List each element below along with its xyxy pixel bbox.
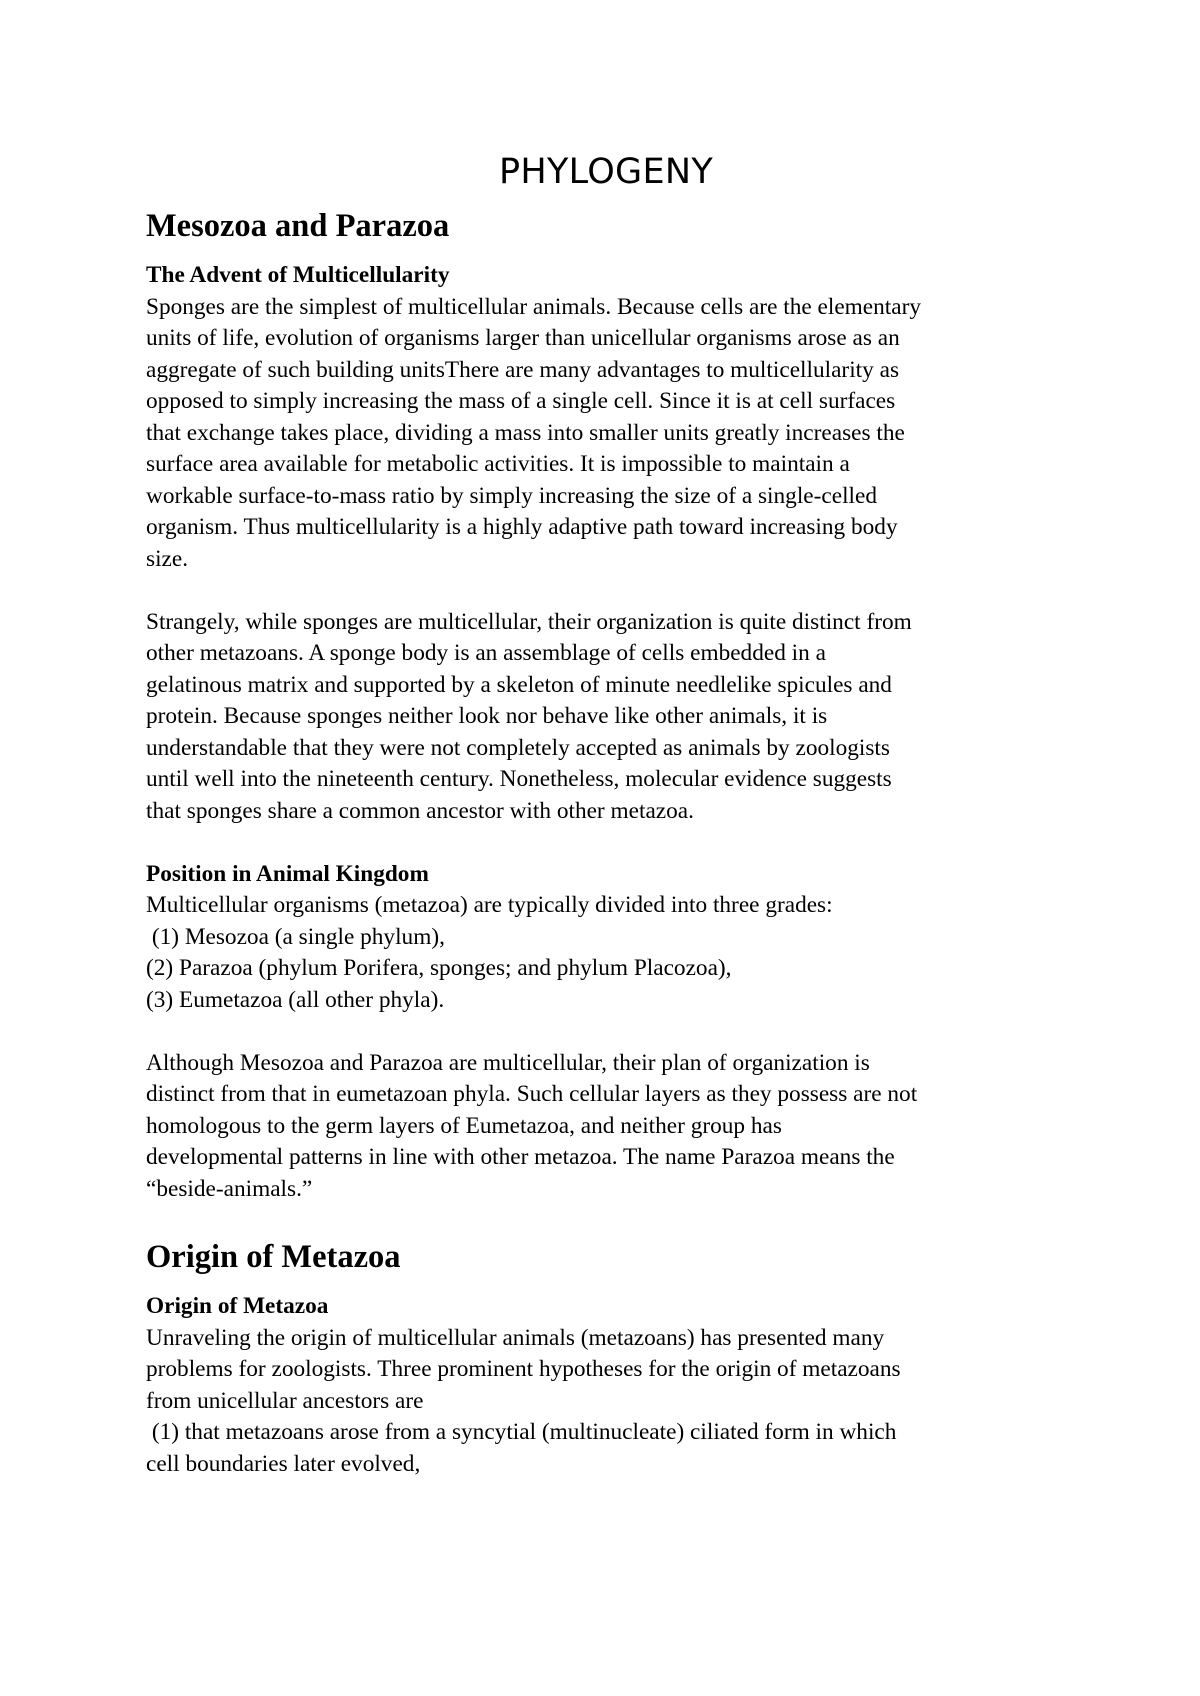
paragraph-spacer xyxy=(146,1016,1066,1048)
subheading-advent-multicellularity: The Advent of Multicellularity xyxy=(146,262,450,288)
section-heading-origin-metazoa: Origin of Metazoa xyxy=(146,1239,401,1275)
paragraph-parazoa: Although Mesozoa and Parazoa are multicellular, their plan of organization is distinct from that in eumetazoan phyla. Such cellular layers as they possess are not homologous to the germ layers of Eumetazoa, and neither group has developmental patterns in line with other metazoa. The name Parazoa means the “beside-animals.” xyxy=(146,1049,918,1202)
list-item-grade: (1) Mesozoa (a single phylum), xyxy=(146,923,445,950)
subheading-position-animal-kingdom: Position in Animal Kingdom xyxy=(146,860,429,887)
paragraph-multicellularity: Sponges are the simplest of multicellular animals. Because cells are the elementary units of life, evolution of organisms larger than unicellular organisms arose as an aggregate of such building unitsThere are many advantages to multicellularity as opposed to simply increasing the mass of a single cell. Since it is at cell surfaces that exchange takes place, dividing a mass into smaller units greatly increases the surface area available for metabolic activities. It is impossible to maintain a workable surface-to-mass ratio by simply increasing the size of a single-celled organism. Thus multicellularity is a highly adaptive path toward increasing body size. xyxy=(146,293,921,572)
paragraph-spacer xyxy=(146,575,1066,607)
list-item-grade: (2) Parazoa (phylum Porifera, sponges; and phylum Placozoa), xyxy=(146,955,732,981)
section-heading-mesozoa-parazoa: Mesozoa and Parazoa xyxy=(146,208,450,244)
paragraph-grades-intro: Multicellular organisms (metazoa) are typically divided into three grades: xyxy=(146,892,833,918)
document-title: PHYLOGENY xyxy=(498,152,714,192)
subheading-origin-metazoa: Origin of Metazoa xyxy=(146,1293,329,1319)
paragraph-sponge-organization: Strangely, while sponges are multicellular, their organization is quite distinct from other metazoans. A sponge body is an assemblage of cells embedded in a gelatinous matrix and supported by a skeleton of minute needlelike spicules and protein. Because sponges neither look nor behave like other animals, it is understandable that they were not completely accepted as animals by zoologists until well into the nineteenth century. Nonetheless, molecular evidence suggests that sponges share a common ancestor with other metazoa. xyxy=(146,608,912,824)
document-content xyxy=(146,148,1066,1480)
list-item-hypothesis: (1) that metazoans arose from a syncytial (multinucleate) ciliated form in which cell boundaries later evolved, xyxy=(146,1419,897,1477)
paragraph-spacer xyxy=(146,827,1066,859)
list-item-grade: (3) Eumetazoa (all other phyla). xyxy=(146,986,445,1013)
paragraph-origin-metazoa: Unraveling the origin of multicellular animals (metazoans) has presented many problems for zoologists. Three prominent hypotheses for the origin of metazoans from unicellular ancestors are xyxy=(146,1324,901,1414)
